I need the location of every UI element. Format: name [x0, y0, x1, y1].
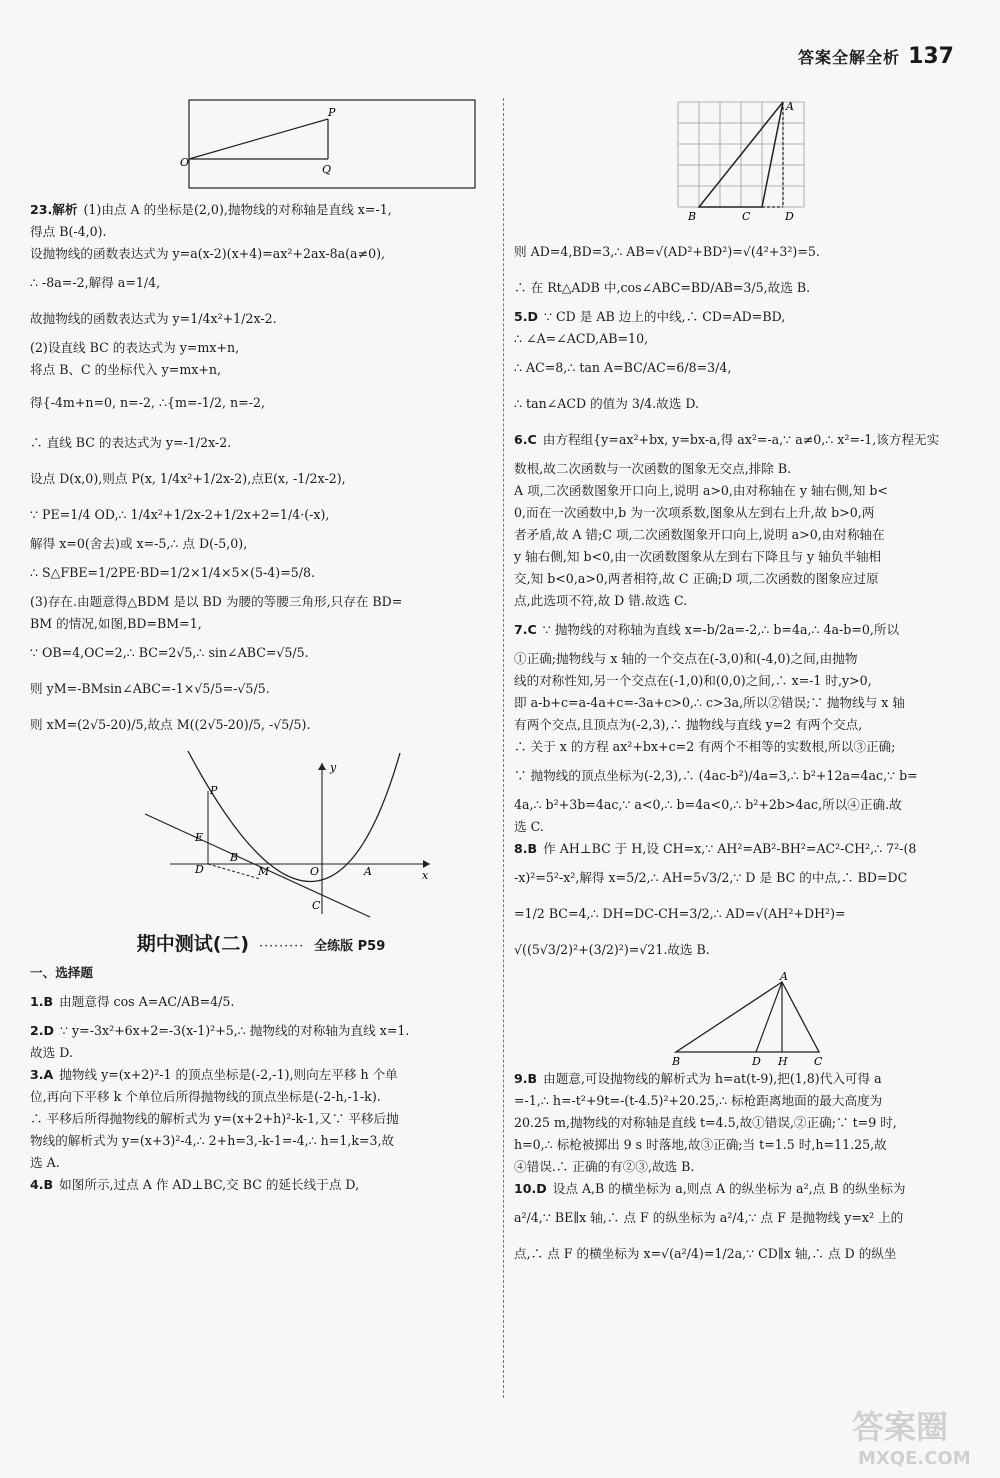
- text-line: 点,∴ 点 F 的横坐标为 x=√(a²/4)=1/2a,∵ CD∥x 轴,∴ 点 D 的纵坐: [514, 1246, 897, 1261]
- label-p: P: [210, 784, 218, 797]
- exam-heading: [30, 929, 492, 956]
- text-line: ∴ -8a=-2,解得 a=1/4,: [30, 275, 161, 290]
- answer-line: ∴ 平移后所得抛物线的解析式为 y=(x+2+h)²-k-1,又∵ 平移后抛: [30, 1111, 399, 1126]
- label-a: A: [780, 972, 788, 983]
- text-line: 23.解析 (1)由点 A 的坐标是(2,0),抛物线的对称轴是直线 x=-1,: [30, 202, 392, 217]
- text-line: 有两个交点,且顶点为(-2,3),∴ 抛物线与直线 y=2 有两个交点,: [514, 717, 863, 732]
- text-line: 则 AD=4,BD=3,∴ AB=√(AD²+BD²)=√(4²+3²)=5.: [514, 244, 820, 259]
- text-line: ①正确;抛物线与 x 轴的一个交点在(-3,0)和(-4,0)之间,由抛物: [514, 651, 858, 666]
- label-o: O: [180, 156, 190, 169]
- left-column: [30, 98, 492, 1196]
- text-line: ∵ 抛物线的顶点坐标为(-2,3),∴ (4ac-b²)/4a=3,∴ b²+12a=4ac,∵ b=: [514, 768, 918, 783]
- answers-9-to-10: [514, 1068, 970, 1272]
- text-line: 则 xM=(2√5-20)/5,故点 M((2√5-20)/5, -√5/5).: [30, 717, 311, 732]
- right-column: [514, 98, 970, 1272]
- text-line: 20.25 m,抛物线的对称轴是直线 t=4.5,故①错误,②正确;∵ t=9 时,: [514, 1115, 897, 1130]
- text-line: 设抛物线的函数表达式为 y=a(x-2)(x+4)=ax²+2ax-8a(a≠0),: [30, 246, 386, 261]
- axis-label-y: y: [330, 761, 337, 774]
- text-line: ∴ tan∠ACD 的值为 3/4.故选 D.: [514, 396, 699, 411]
- answer-line: 4.B 如图所示,过点 A 作 AD⊥BC,交 BC 的延长线于点 D,: [30, 1177, 360, 1192]
- text-line: y 轴右侧,知 b<0,由一次函数图象从左到右下降且与 y 轴负半轴相: [514, 549, 882, 564]
- text-line: 则 yM=-BMsin∠ABC=-1×√5/5=-√5/5.: [30, 681, 270, 696]
- text-line: 4a,∴ b²+3b=4ac,∵ a<0,∴ b=4a<0,∴ b²+2b>4ac,所以④正确.故: [514, 797, 902, 812]
- page-header: [798, 44, 954, 69]
- text-line: ∴ AC=8,∴ tan A=BC/AC=6/8=3/4,: [514, 360, 732, 375]
- text-line: ∴ 关于 x 的方程 ax²+bx+c=2 有两个不相等的实数根,所以③正确;: [514, 739, 896, 754]
- grid-triangle-figure: [674, 98, 814, 226]
- text-line: 7.C ∵ 抛物线的对称轴为直线 x=-b/2a=-2,∴ b=4a,∴ 4a-b=0,所以: [514, 622, 900, 637]
- label-d: D: [195, 863, 204, 876]
- rectangle-figure: [180, 98, 480, 193]
- label-a: A: [786, 100, 794, 113]
- text-line: √((5√3/2)²+(3/2)²)=√21.故选 B.: [514, 942, 710, 957]
- text-line: A 项,二次函数图象开口向上,说明 a>0,由对称轴在 y 轴右侧,知 b<: [514, 483, 888, 498]
- text-line: 选 C.: [514, 819, 544, 834]
- axis-label-x: x: [422, 869, 429, 882]
- label-h: H: [778, 1055, 788, 1068]
- text-line: 线的对称性知,另一个交点在(-1,0)和(0,0)之间,∴ x=-1 时,y>0,: [514, 673, 872, 688]
- exam-dots: ·········: [259, 938, 305, 953]
- answers-list: [30, 984, 492, 1196]
- text-line: ∴ ∠A=∠ACD,AB=10,: [514, 331, 649, 346]
- svg-text:答案圈: 答案圈: [852, 1408, 949, 1446]
- label-c: C: [814, 1055, 823, 1068]
- label-m: M: [258, 865, 270, 878]
- text-line: 交,知 b<0,a>0,两者相符,故 C 正确;D 项,二次函数的图象应过原: [514, 571, 879, 586]
- page-number: 137: [908, 44, 954, 69]
- text-line: 数根,故二次函数与一次函数的图象无交点,排除 B.: [514, 461, 792, 476]
- label-o: O: [310, 865, 320, 878]
- label-e: E: [195, 831, 204, 844]
- answer-line: 故选 D.: [30, 1045, 73, 1060]
- label-c: C: [312, 899, 321, 912]
- text-line: ∴ S△FBE=1/2PE·BD=1/2×1/4×5×(5-4)=5/8.: [30, 565, 316, 580]
- text-line: ∴ 直线 BC 的表达式为 y=-1/2x-2.: [30, 435, 232, 450]
- text-line: 即 a-b+c=a-4a+c=-3a+c>0,∴ c>3a,所以②错误;∵ 抛物线与 x 轴: [514, 695, 906, 710]
- label-b: B: [230, 851, 239, 864]
- text-line: =-1,∴ h=-t²+9t=-(t-4.5)²+20.25,∴ 标枪距离地面的最大高度为: [514, 1093, 883, 1108]
- label-b: B: [672, 1055, 681, 1068]
- column-divider: [503, 98, 504, 1398]
- text-line: 8.B 作 AH⊥BC 于 H,设 CH=x,∵ AH²=AB²-BH²=AC²-CH²,∴ 7²-(8: [514, 841, 917, 856]
- text-line: -x)²=5²-x²,解得 x=5/2,∴ AH=5√3/2,∵ D 是 BC 的中点,∴ BD=DC: [514, 870, 908, 885]
- text-line: 0,而在一次函数中,b 为一次项系数,图象从左到右上升,故 b>0,两: [514, 505, 875, 520]
- triangle-figure: [664, 972, 834, 1068]
- text-line: 故抛物线的函数表达式为 y=1/4x²+1/2x-2.: [30, 311, 277, 326]
- text-line: 6.C 由方程组{y=ax²+bx, y=bx-a,得 ax²=-a,∵ a≠0,∴ x²=-1,该方程无实: [514, 432, 940, 447]
- exam-title: 期中测试(二): [136, 933, 250, 955]
- parabola-figure: [140, 749, 440, 919]
- text-line: h=0,∴ 标枪被掷出 9 s 时落地,故③正确;当 t=1.5 时,h=11.25,故: [514, 1137, 887, 1152]
- text-line: 得{-4m+n=0, n=-2, ∴{m=-1/2, n=-2,: [30, 395, 265, 410]
- text-line: ∵ PE=1/4 OD,∴ 1/4x²+1/2x-2+1/2x+2=1/4·(-x),: [30, 507, 330, 522]
- text-line: 将点 B、C 的坐标代入 y=mx+n,: [30, 362, 222, 377]
- answer-line: 位,再向下平移 k 个单位后所得抛物线的顶点坐标是(-2-h,-1-k).: [30, 1089, 381, 1104]
- text-line: 设点 D(x,0),则点 P(x, 1/4x²+1/2x-2),点E(x, -1/2x-2),: [30, 471, 346, 486]
- label-q: Q: [322, 163, 332, 176]
- text-line: 5.D ∵ CD 是 AB 边上的中线,∴ CD=AD=BD,: [514, 309, 786, 324]
- text-line: a²/4,∵ BE∥x 轴,∴ 点 F 的纵坐标为 a²/4,∵ 点 F 是抛物线 y=x² 上的: [514, 1210, 904, 1225]
- text-line: =1/2 BC=4,∴ DH=DC-CH=3/2,∴ AD=√(AH²+DH²)=: [514, 906, 846, 921]
- label-a: A: [364, 865, 372, 878]
- text-line: 9.B 由题意,可设抛物线的解析式为 h=at(t-9),把(1,8)代入可得 a: [514, 1071, 882, 1086]
- label-d: D: [752, 1055, 761, 1068]
- label-c: C: [742, 210, 751, 223]
- answer-line: 3.A 抛物线 y=(x+2)²-1 的顶点坐标是(-2,-1),则向左平移 h 个单: [30, 1067, 398, 1082]
- answer-line: 选 A.: [30, 1155, 60, 1170]
- label-p: P: [328, 106, 336, 119]
- label-d: D: [785, 210, 794, 223]
- answer-line: 1.B 由题意得 cos A=AC/AB=4/5.: [30, 994, 235, 1009]
- watermark-logo: [844, 1400, 994, 1472]
- label-b: B: [688, 210, 697, 223]
- text-line: 得点 B(-4,0).: [30, 224, 107, 239]
- answer-line: 物线的解析式为 y=(x+3)²-4,∴ 2+h=3,-k-1=-4,∴ h=1,k=3,故: [30, 1133, 395, 1148]
- text-line: 者矛盾,故 A 错;C 项,二次函数图象开口向上,说明 a>0,由对称轴在: [514, 527, 885, 542]
- answer-line: 2.D ∵ y=-3x²+6x+2=-3(x-1)²+5,∴ 抛物线的对称轴为直线 x=1.: [30, 1023, 410, 1038]
- text-line: BM 的情况,如图,BD=BM=1,: [30, 616, 202, 631]
- answers-5-to-8: [514, 234, 970, 968]
- text-line: (2)设直线 BC 的表达式为 y=mx+n,: [30, 340, 240, 355]
- exam-reference: 全练版 P59: [314, 939, 386, 954]
- svg-text:MXQE.COM: MXQE.COM: [858, 1448, 971, 1469]
- section-heading: 一、选择题: [30, 965, 93, 980]
- text-line: 解得 x=0(舍去)或 x=-5,∴ 点 D(-5,0),: [30, 536, 248, 551]
- q23-solution: [30, 199, 492, 743]
- text-line: ④错误.∴ 正确的有②③,故选 B.: [514, 1159, 695, 1174]
- text-line: (3)存在.由题意得△BDM 是以 BD 为腰的等腰三角形,只存在 BD=: [30, 594, 403, 609]
- text-line: 10.D 设点 A,B 的横坐标为 a,则点 A 的纵坐标为 a²,点 B 的纵坐标为: [514, 1181, 906, 1196]
- text-line: ∵ OB=4,OC=2,∴ BC=2√5,∴ sin∠ABC=√5/5.: [30, 645, 309, 660]
- header-title: 答案全解全析: [798, 48, 901, 67]
- text-line: 点,此选项不符,故 D 错.故选 C.: [514, 593, 688, 608]
- text-line: ∴ 在 Rt△ADB 中,cos∠ABC=BD/AB=3/5,故选 B.: [514, 280, 811, 295]
